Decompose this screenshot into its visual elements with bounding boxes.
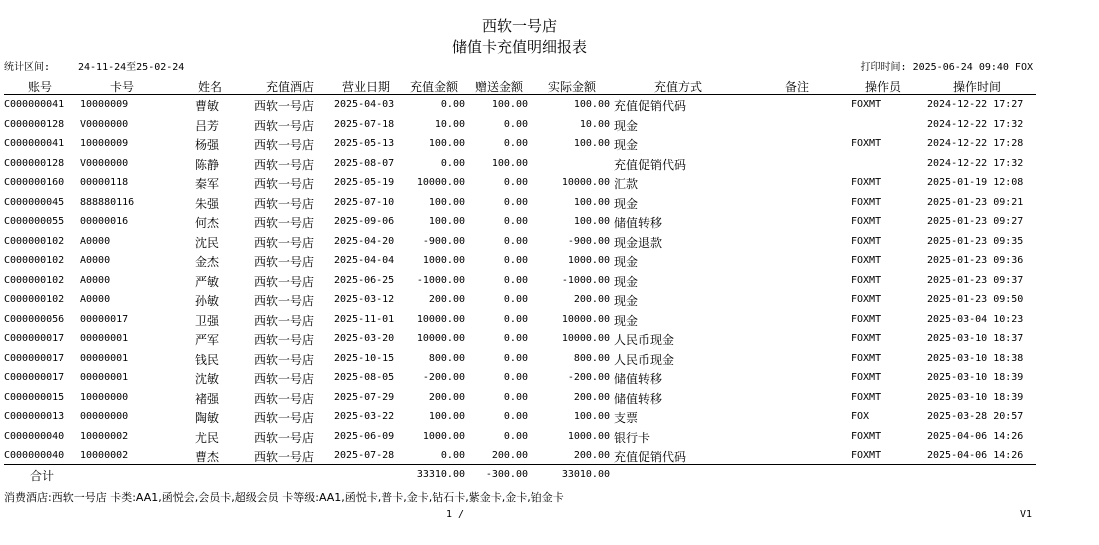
cell-biz-date: 2025-08-07	[334, 157, 395, 169]
cell-op-time: 2025-04-06 14:26	[927, 430, 1024, 442]
cell-method: 现金	[614, 196, 639, 211]
cell-account: C000000013	[4, 411, 65, 422]
cell-biz-date: 2025-04-04	[334, 255, 395, 266]
cell-account: C000000128	[4, 157, 65, 169]
totals-actual: 33010.00	[561, 469, 610, 480]
cell-account: C000000045	[4, 196, 65, 208]
cell-bonus: 0.00	[503, 430, 528, 442]
cell-actual: 10000.00	[561, 333, 610, 344]
cell-card: V0000000	[80, 118, 129, 130]
cell-op-time: 2025-01-23 09:36	[927, 255, 1024, 266]
cell-method: 现金	[614, 118, 639, 133]
header-charge: 充值金额	[410, 80, 459, 94]
cell-biz-date: 2025-04-03	[334, 99, 395, 110]
cell-name: 曹杰	[195, 450, 220, 464]
table-row	[0, 251, 1099, 271]
header-actual: 实际金额	[548, 80, 597, 94]
table-row	[0, 446, 1099, 466]
cell-actual: 100.00	[573, 138, 610, 149]
cell-bonus: 0.00	[503, 177, 528, 188]
totals-bonus: -300.00	[485, 469, 528, 480]
version-label: V1	[1020, 509, 1033, 520]
cell-hotel: 西软一号店	[254, 411, 315, 425]
cell-charge: 0.00	[440, 157, 465, 169]
cell-operator: FOXMT	[851, 333, 882, 344]
cell-actual: 1000.00	[567, 255, 610, 266]
cell-card: 10000009	[80, 99, 129, 110]
cell-method: 汇款	[614, 177, 639, 191]
header-card: 卡号	[110, 80, 135, 94]
cell-op-time: 2025-03-10 18:37	[927, 333, 1024, 344]
cell-actual: 100.00	[573, 99, 610, 110]
cell-biz-date: 2025-03-20	[334, 333, 395, 344]
cell-biz-date: 2025-08-05	[334, 372, 395, 383]
cell-name: 孙敏	[195, 294, 220, 308]
cell-hotel: 西软一号店	[254, 352, 315, 367]
cell-name: 曹敏	[195, 99, 220, 113]
table-row	[0, 134, 1099, 154]
cell-account: C000000041	[4, 99, 65, 110]
cell-card: V0000000	[80, 157, 129, 169]
cell-card: 888880116	[80, 196, 135, 208]
cell-account: C000000015	[4, 391, 65, 403]
header-name: 姓名	[198, 80, 223, 94]
cell-biz-date: 2025-07-28	[334, 450, 395, 461]
totals-label: 合计	[30, 469, 55, 483]
cell-method: 人民币现金	[614, 333, 675, 347]
cell-name: 沈敏	[195, 372, 220, 386]
cell-card: 00000118	[80, 177, 129, 188]
cell-name: 秦军	[195, 177, 220, 191]
cell-op-time: 2024-12-22 17:32	[927, 118, 1024, 130]
cell-method: 充值促销代码	[614, 157, 687, 172]
cell-card: 00000016	[80, 216, 129, 227]
cell-op-time: 2025-03-28 20:57	[927, 411, 1024, 422]
table-row	[0, 154, 1099, 174]
cell-op-time: 2025-03-10 18:39	[927, 391, 1024, 403]
cell-hotel: 西软一号店	[254, 294, 315, 308]
table-row	[0, 388, 1099, 408]
table-row	[0, 173, 1099, 193]
cell-card: A0000	[80, 274, 111, 286]
cell-method: 现金	[614, 255, 639, 269]
cell-name: 杨强	[195, 138, 220, 152]
cell-bonus: 100.00	[491, 99, 528, 110]
cell-operator: FOXMT	[851, 177, 882, 188]
table-row	[0, 427, 1099, 447]
cell-actual: 800.00	[573, 352, 610, 364]
cell-hotel: 西软一号店	[254, 196, 315, 211]
cell-bonus: 0.00	[503, 391, 528, 403]
cell-bonus: 0.00	[503, 138, 528, 149]
cell-operator: FOX	[851, 411, 870, 422]
cell-bonus: 0.00	[503, 274, 528, 286]
period-value: 24-11-24至25-02-24	[78, 62, 185, 73]
cell-hotel: 西软一号店	[254, 255, 315, 269]
table-row	[0, 271, 1099, 291]
cell-actual: -1000.00	[561, 274, 610, 286]
cell-biz-date: 2025-05-13	[334, 138, 395, 149]
cell-name: 吕芳	[195, 118, 220, 133]
cell-method: 现金	[614, 313, 639, 328]
cell-op-time: 2024-12-22 17:28	[927, 138, 1024, 149]
cell-hotel: 西软一号店	[254, 138, 315, 152]
cell-operator: FOXMT	[851, 216, 882, 227]
cell-bonus: 0.00	[503, 333, 528, 344]
cell-card: 10000002	[80, 450, 129, 461]
cell-hotel: 西软一号店	[254, 216, 315, 230]
cell-charge: 100.00	[428, 411, 465, 422]
totals-charge: 33310.00	[416, 469, 465, 480]
page-number: 1 /	[446, 509, 465, 520]
cell-op-time: 2025-01-19 12:08	[927, 177, 1024, 188]
cell-charge: 10000.00	[416, 333, 465, 344]
cell-hotel: 西软一号店	[254, 391, 315, 406]
cell-card: 10000009	[80, 138, 129, 149]
cell-method: 储值转移	[614, 391, 663, 406]
cell-method: 支票	[614, 411, 639, 425]
cell-biz-date: 2025-09-06	[334, 216, 395, 227]
cell-hotel: 西软一号店	[254, 313, 315, 328]
cell-bonus: 0.00	[503, 313, 528, 325]
cell-biz-date: 2025-11-01	[334, 313, 395, 325]
cell-charge: -900.00	[422, 235, 465, 247]
cell-method: 现金	[614, 294, 639, 308]
cell-actual: 100.00	[573, 196, 610, 208]
cell-operator: FOXMT	[851, 430, 882, 442]
cell-actual: 100.00	[573, 411, 610, 422]
cell-method: 现金退款	[614, 235, 663, 250]
print-time: 打印时间: 2025-06-24 09:40 FOX	[860, 62, 1033, 73]
cell-method: 现金	[614, 274, 639, 289]
store-name: 西软一号店	[481, 17, 557, 35]
cell-account: C000000102	[4, 274, 65, 286]
table-row	[0, 368, 1099, 388]
cell-biz-date: 2025-05-19	[334, 177, 395, 188]
cell-card: A0000	[80, 255, 111, 266]
cell-op-time: 2025-04-06 14:26	[927, 450, 1024, 461]
cell-actual: 200.00	[573, 450, 610, 461]
table-row	[0, 193, 1099, 213]
cell-charge: 100.00	[428, 196, 465, 208]
cell-card: 00000001	[80, 333, 129, 344]
footer-summary: 消费酒店:西软一号店 卡类:AA1,函悦会,会员卡,超级会员 卡等级:AA1,函悦卡,普卡,金卡,钻石卡,紫金卡,金卡,铂金卡	[4, 491, 564, 504]
cell-card: 00000001	[80, 372, 129, 383]
cell-op-time: 2025-01-23 09:37	[927, 274, 1024, 286]
cell-account: C000000040	[4, 430, 65, 442]
cell-actual: 200.00	[573, 391, 610, 403]
cell-name: 褚强	[195, 391, 220, 406]
cell-hotel: 西软一号店	[254, 333, 315, 347]
cell-charge: 0.00	[440, 450, 465, 461]
header-biz-date: 营业日期	[342, 80, 391, 94]
cell-name: 尤民	[195, 430, 220, 445]
cell-operator: FOXMT	[851, 294, 882, 305]
cell-charge: -200.00	[422, 372, 465, 383]
cell-name: 钱民	[195, 352, 220, 367]
header-account: 账号	[28, 80, 53, 94]
cell-op-time: 2024-12-22 17:32	[927, 157, 1024, 169]
cell-bonus: 0.00	[503, 294, 528, 305]
cell-charge: 1000.00	[422, 430, 465, 442]
cell-actual: 200.00	[573, 294, 610, 305]
cell-charge: 800.00	[428, 352, 465, 364]
cell-operator: FOXMT	[851, 372, 882, 383]
cell-op-time: 2025-03-10 18:39	[927, 372, 1024, 383]
cell-biz-date: 2025-10-15	[334, 352, 395, 364]
cell-bonus: 100.00	[491, 157, 528, 169]
cell-account: C000000017	[4, 352, 65, 364]
cell-biz-date: 2025-04-20	[334, 235, 395, 247]
table-row	[0, 95, 1099, 115]
cell-hotel: 西软一号店	[254, 157, 315, 172]
cell-account: C000000102	[4, 255, 65, 266]
cell-account: C000000160	[4, 177, 65, 188]
cell-method: 充值促销代码	[614, 450, 687, 464]
cell-name: 朱强	[195, 196, 220, 211]
cell-charge: 10.00	[434, 118, 465, 130]
cell-op-time: 2025-03-04 10:23	[927, 313, 1024, 325]
cell-operator: FOXMT	[851, 450, 882, 461]
cell-actual: -200.00	[567, 372, 610, 383]
cell-charge: 200.00	[428, 294, 465, 305]
cell-card: 00000001	[80, 352, 129, 364]
cell-operator: FOXMT	[851, 274, 882, 286]
table-row	[0, 232, 1099, 252]
cell-method: 充值促销代码	[614, 99, 687, 113]
cell-op-time: 2025-01-23 09:21	[927, 196, 1024, 208]
cell-biz-date: 2025-07-18	[334, 118, 395, 130]
cell-actual: 10.00	[579, 118, 610, 130]
table-row	[0, 329, 1099, 349]
cell-name: 陈静	[195, 157, 220, 172]
cell-name: 严军	[195, 333, 220, 347]
cell-operator: FOXMT	[851, 255, 882, 266]
cell-bonus: 0.00	[503, 118, 528, 130]
cell-op-time: 2025-03-10 18:38	[927, 352, 1024, 364]
cell-account: C000000056	[4, 313, 65, 325]
table-row	[0, 407, 1099, 427]
cell-charge: 0.00	[440, 99, 465, 110]
cell-account: C000000055	[4, 216, 65, 227]
cell-operator: FOXMT	[851, 391, 882, 403]
cell-operator: FOXMT	[851, 99, 882, 110]
report-title: 储值卡充值明细报表	[451, 38, 587, 56]
cell-charge: 200.00	[428, 391, 465, 403]
cell-biz-date: 2025-07-10	[334, 196, 395, 208]
cell-name: 陶敏	[195, 411, 220, 425]
cell-operator: FOXMT	[851, 352, 882, 364]
cell-card: 10000002	[80, 430, 129, 442]
table-row	[0, 290, 1099, 310]
cell-bonus: 0.00	[503, 411, 528, 422]
cell-bonus: 0.00	[503, 352, 528, 364]
cell-charge: 100.00	[428, 138, 465, 149]
cell-hotel: 西软一号店	[254, 177, 315, 191]
cell-method: 储值转移	[614, 372, 663, 386]
cell-account: C000000041	[4, 138, 65, 149]
cell-name: 何杰	[195, 216, 220, 230]
cell-account: C000000017	[4, 333, 65, 344]
cell-card: A0000	[80, 235, 111, 247]
cell-charge: -1000.00	[416, 274, 465, 286]
cell-op-time: 2025-01-23 09:35	[927, 235, 1024, 247]
cell-operator: FOXMT	[851, 138, 882, 149]
table-row	[0, 349, 1099, 369]
table-row	[0, 115, 1099, 135]
cell-actual: 100.00	[573, 216, 610, 227]
cell-hotel: 西软一号店	[254, 372, 315, 386]
cell-actual: -900.00	[567, 235, 610, 247]
cell-hotel: 西软一号店	[254, 430, 315, 445]
cell-name: 卫强	[195, 313, 220, 328]
cell-hotel: 西软一号店	[254, 118, 315, 133]
cell-name: 沈民	[195, 235, 220, 250]
cell-hotel: 西软一号店	[254, 99, 315, 113]
header-bonus: 赠送金额	[475, 80, 524, 94]
cell-method: 现金	[614, 138, 639, 152]
cell-biz-date: 2025-03-12	[334, 294, 395, 305]
period-label: 统计区间:	[4, 62, 51, 73]
cell-account: C000000040	[4, 450, 65, 461]
cell-card: A0000	[80, 294, 111, 305]
cell-biz-date: 2025-06-09	[334, 430, 395, 442]
header-note: 备注	[785, 80, 810, 94]
cell-actual: 10000.00	[561, 313, 610, 325]
cell-method: 人民币现金	[614, 352, 675, 367]
cell-charge: 100.00	[428, 216, 465, 227]
cell-op-time: 2025-01-23 09:50	[927, 294, 1024, 305]
cell-hotel: 西软一号店	[254, 235, 315, 250]
cell-biz-date: 2025-03-22	[334, 411, 395, 422]
cell-bonus: 200.00	[491, 450, 528, 461]
cell-charge: 10000.00	[416, 177, 465, 188]
header-operator: 操作员	[865, 80, 902, 94]
cell-actual: 1000.00	[567, 430, 610, 442]
table-row	[0, 310, 1099, 330]
cell-bonus: 0.00	[503, 235, 528, 247]
cell-biz-date: 2025-06-25	[334, 274, 395, 286]
cell-hotel: 西软一号店	[254, 450, 315, 464]
cell-account: C000000128	[4, 118, 65, 130]
cell-charge: 10000.00	[416, 313, 465, 325]
cell-bonus: 0.00	[503, 216, 528, 227]
cell-method: 银行卡	[614, 430, 651, 445]
totals-row	[0, 465, 1099, 485]
cell-charge: 1000.00	[422, 255, 465, 266]
cell-op-time: 2024-12-22 17:27	[927, 99, 1024, 110]
cell-name: 金杰	[195, 255, 220, 269]
cell-card: 00000017	[80, 313, 129, 325]
cell-bonus: 0.00	[503, 372, 528, 383]
cell-account: C000000102	[4, 235, 65, 247]
cell-bonus: 0.00	[503, 196, 528, 208]
cell-method: 储值转移	[614, 216, 663, 230]
header-op-time: 操作时间	[953, 80, 1002, 94]
cell-account: C000000102	[4, 294, 65, 305]
cell-actual: 10000.00	[561, 177, 610, 188]
cell-hotel: 西软一号店	[254, 274, 315, 289]
table-row	[0, 212, 1099, 232]
cell-bonus: 0.00	[503, 255, 528, 266]
cell-op-time: 2025-01-23 09:27	[927, 216, 1024, 227]
cell-account: C000000017	[4, 372, 65, 383]
header-hotel: 充值酒店	[266, 80, 315, 94]
cell-card: 10000000	[80, 391, 129, 403]
cell-name: 严敏	[195, 274, 220, 289]
header-method: 充值方式	[654, 80, 703, 94]
cell-biz-date: 2025-07-29	[334, 391, 395, 403]
cell-card: 00000000	[80, 411, 129, 422]
cell-operator: FOXMT	[851, 235, 882, 247]
cell-operator: FOXMT	[851, 313, 882, 325]
cell-operator: FOXMT	[851, 196, 882, 208]
